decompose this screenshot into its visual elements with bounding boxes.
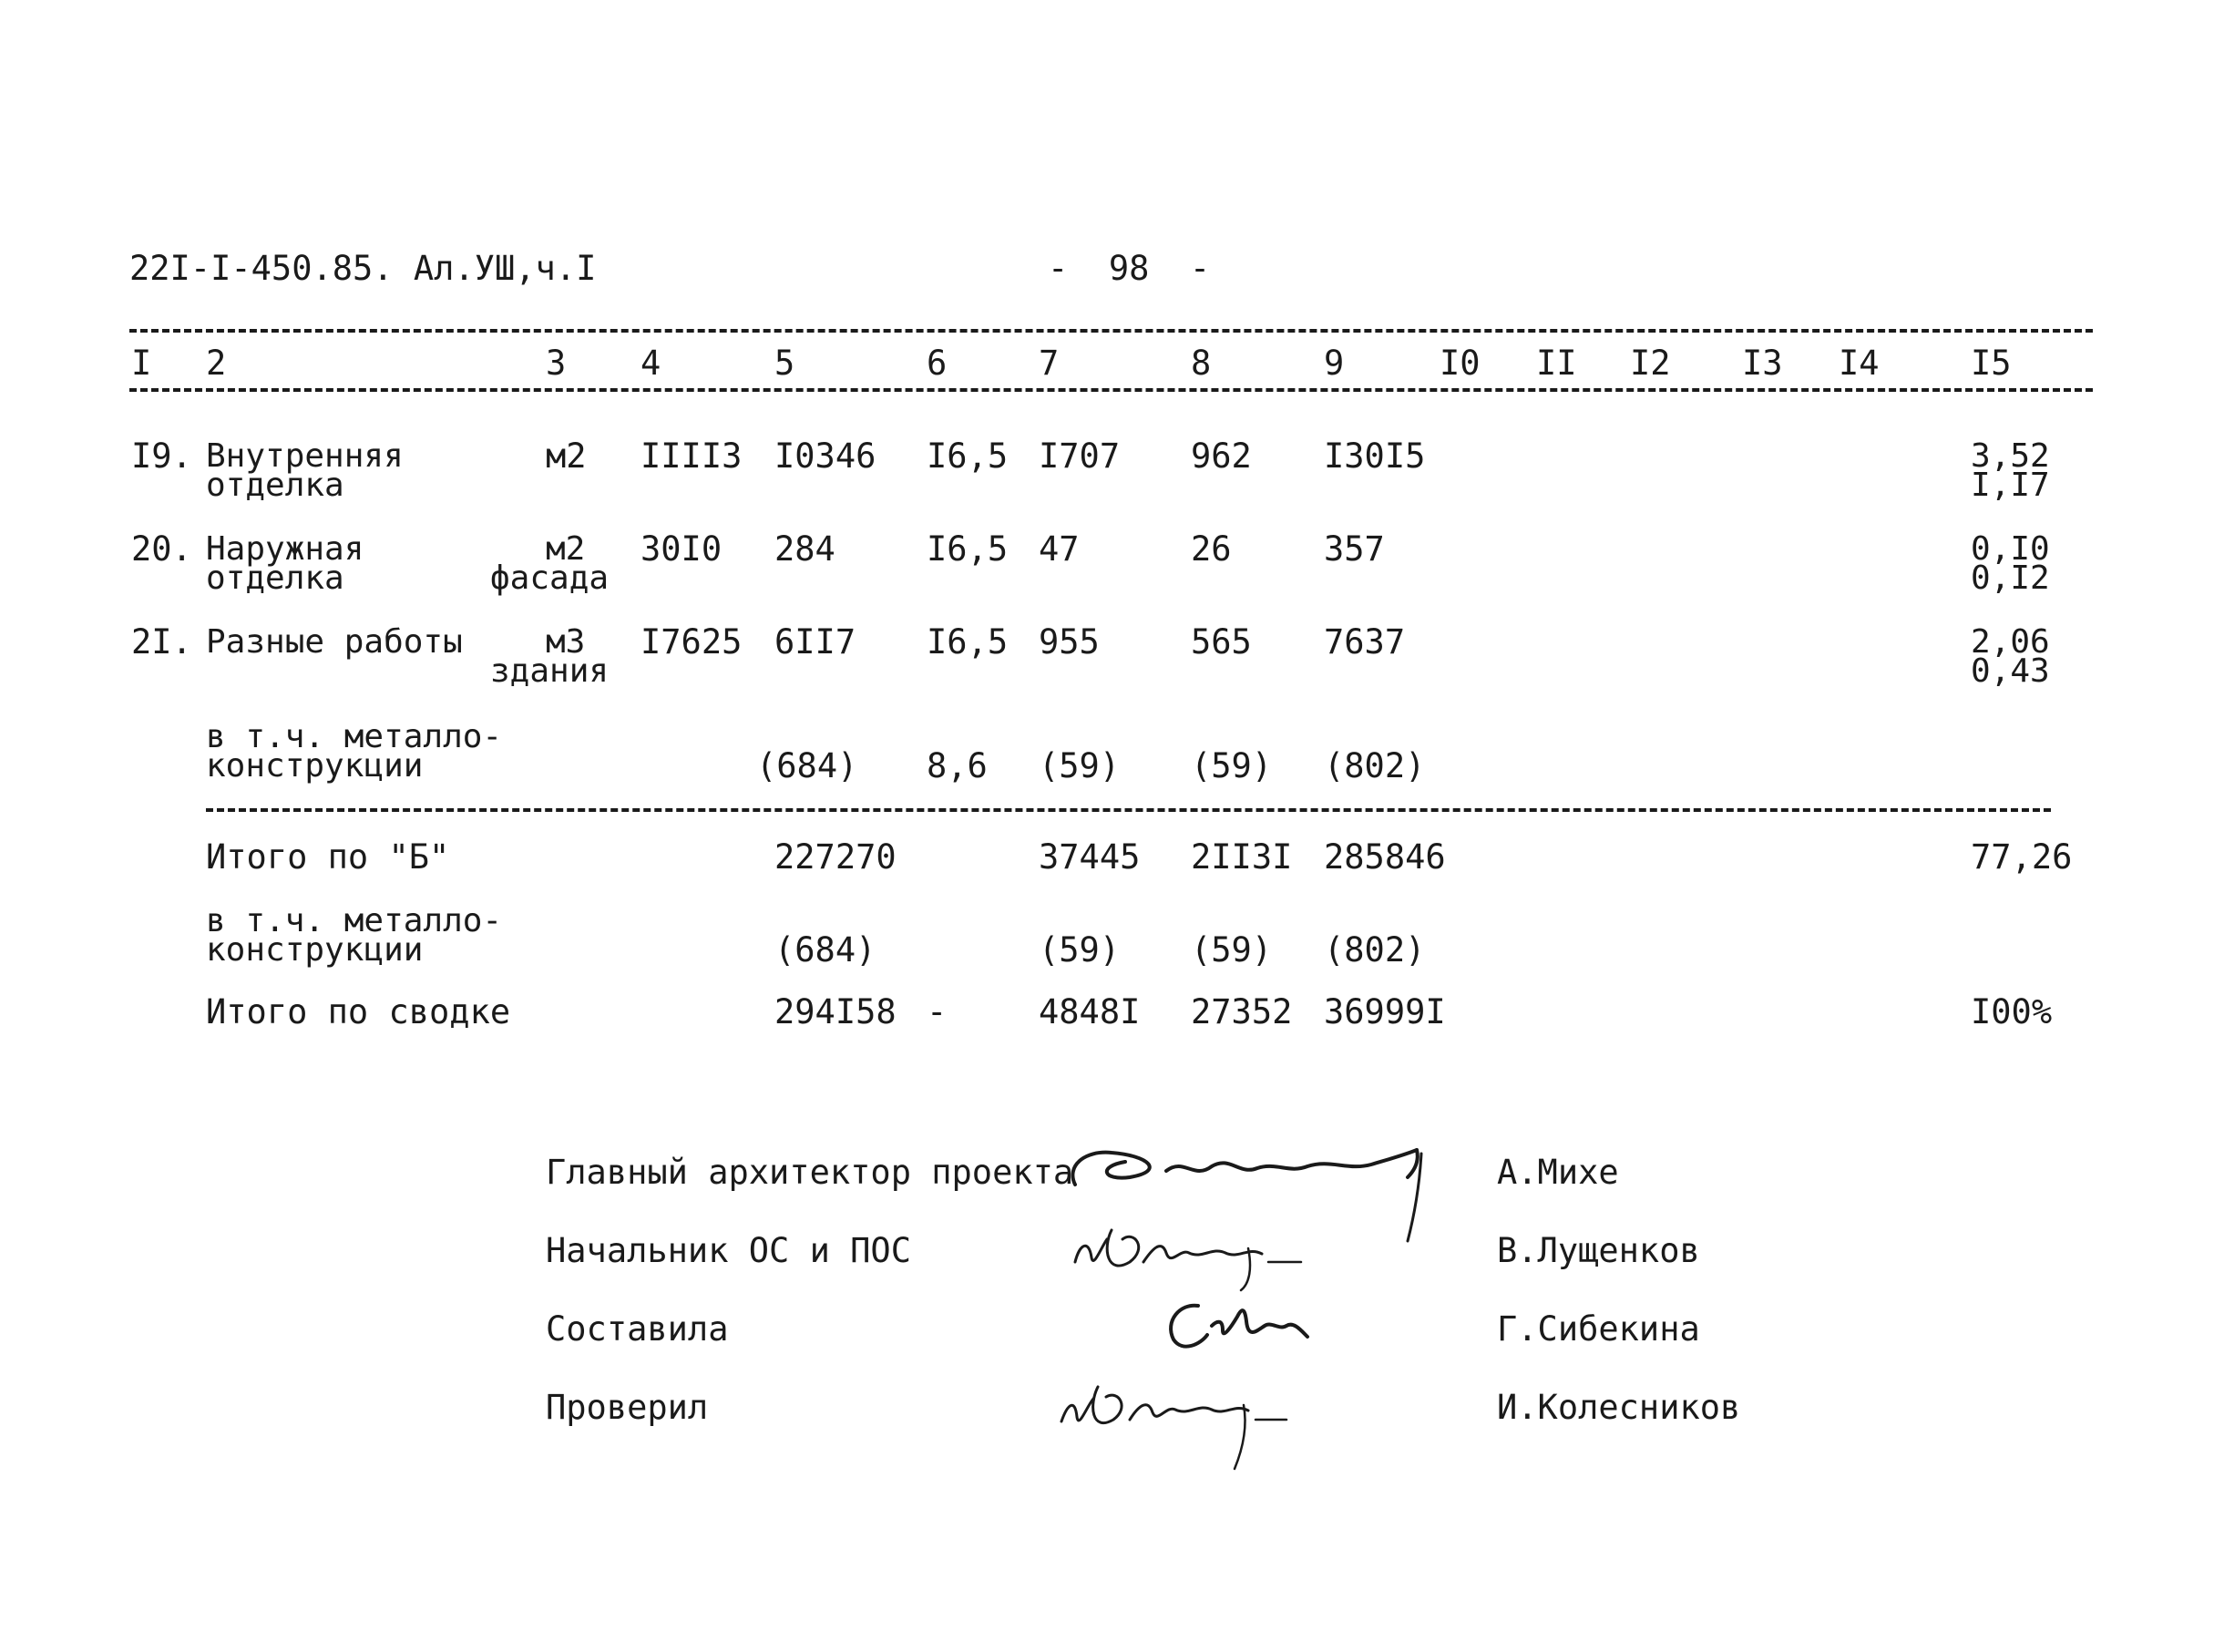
row-name-line1: в т.ч. металло- xyxy=(206,718,503,755)
row-unit: м3 xyxy=(546,623,586,661)
row-name-line2: конструкции xyxy=(206,931,424,969)
cell-col5: 294I58 xyxy=(774,992,897,1031)
signature-role: Главный архитектор проекта xyxy=(546,1153,1074,1192)
cell-col9: (802) xyxy=(1324,746,1426,785)
row-name-line2: конструкции xyxy=(206,747,424,785)
row-unit-qualifier: здания xyxy=(490,652,610,690)
row-name-line2: отделка xyxy=(206,559,344,597)
cell-col5: (684) xyxy=(774,930,876,970)
cell-col8: 565 xyxy=(1191,622,1252,662)
cell-col8: (59) xyxy=(1191,746,1273,785)
col-header-9: 9 xyxy=(1324,344,1345,383)
cell-col9: 7637 xyxy=(1324,622,1406,662)
col-header-3: 3 xyxy=(546,344,567,383)
row-name-line1: Внутренняя xyxy=(206,437,404,475)
row-name-line1: Наружная xyxy=(206,530,364,568)
signature-role: Составила xyxy=(546,1309,729,1349)
row-number: 20. xyxy=(131,529,192,569)
cell-col9: (802) xyxy=(1324,930,1426,970)
col-header-2: 2 xyxy=(206,344,227,383)
cell-col15: I00% xyxy=(1971,992,2053,1031)
row-number: 2I. xyxy=(131,622,192,662)
col-header-8: 8 xyxy=(1191,344,1212,383)
cell-col9: 36999I xyxy=(1324,992,1446,1031)
signature-compiler xyxy=(1157,1289,1321,1362)
cell-col6: I6,5 xyxy=(927,529,1009,569)
cell-col7: I707 xyxy=(1039,436,1121,476)
col-header-14: I4 xyxy=(1839,344,1880,383)
signature-checker xyxy=(1048,1367,1321,1476)
cell-col7: 47 xyxy=(1039,529,1080,569)
cell-col4: 30I0 xyxy=(641,529,723,569)
grand-total-label: Итого по сводке xyxy=(206,992,511,1031)
col-header-7: 7 xyxy=(1039,344,1060,383)
row-number: I9. xyxy=(131,436,192,476)
cell-col8: 2II3I xyxy=(1191,837,1293,877)
signatory-name: Г.Сибекина xyxy=(1497,1309,1700,1349)
col-header-12: I2 xyxy=(1630,344,1671,383)
cell-col8: 26 xyxy=(1191,529,1232,569)
total-b-label: Итого по "Б" xyxy=(206,837,450,877)
cell-col5: (684) xyxy=(756,746,858,785)
cell-col6: I6,5 xyxy=(927,622,1009,662)
cell-col5: 6II7 xyxy=(774,622,856,662)
col-header-6: 6 xyxy=(927,344,948,383)
col-header-15: I5 xyxy=(1971,344,2012,383)
row-name-line1: Разные работы xyxy=(206,623,463,661)
cell-col7: (59) xyxy=(1039,930,1121,970)
col-header-4: 4 xyxy=(641,344,661,383)
cell-col6: 8,6 xyxy=(927,746,988,785)
cell-col7: 955 xyxy=(1039,622,1100,662)
cell-col7: 4848I xyxy=(1039,992,1141,1031)
cell-col6: - xyxy=(927,992,948,1031)
cell-col9: 285846 xyxy=(1324,837,1446,877)
col-header-11: II xyxy=(1536,344,1577,383)
cell-col9: I30I5 xyxy=(1324,436,1426,476)
cell-col15-top: 2,06 xyxy=(1971,623,2050,661)
cell-col4: I7625 xyxy=(641,622,743,662)
col-header-10: I0 xyxy=(1440,344,1481,383)
cell-col7: (59) xyxy=(1039,746,1121,785)
cell-col8: 962 xyxy=(1191,436,1252,476)
cell-col15: 77,26 xyxy=(1971,837,2073,877)
row-unit: м2 xyxy=(546,436,587,476)
col-header-5: 5 xyxy=(774,344,795,383)
row-name-line1: в т.ч. металло- xyxy=(206,902,503,939)
cell-col15-top: 3,52 xyxy=(1971,437,2050,475)
cell-col15-bottom: 0,I2 xyxy=(1971,559,2050,597)
signatory-name: В.Лущенков xyxy=(1497,1231,1700,1270)
col-header-1: I xyxy=(131,344,152,383)
page-number: - 98 - xyxy=(1048,249,1211,288)
col-header-13: I3 xyxy=(1742,344,1783,383)
cell-col9: 357 xyxy=(1324,529,1385,569)
signature-head-os-pos xyxy=(1066,1212,1321,1294)
signature-role: Начальник ОС и ПОС xyxy=(546,1231,911,1270)
cell-col7: 37445 xyxy=(1039,837,1141,877)
row-unit: м2 xyxy=(546,530,586,568)
document-code: 22I-I-450.85. Ал.УШ,ч.I xyxy=(129,249,597,288)
cell-col15-top: 0,I0 xyxy=(1971,530,2050,568)
header-top-rule xyxy=(129,329,2093,333)
cell-col8: (59) xyxy=(1191,930,1273,970)
cell-col15-bottom: 0,43 xyxy=(1971,652,2050,690)
cell-col5: 284 xyxy=(774,529,835,569)
signatory-name: И.Колесников xyxy=(1497,1388,1741,1427)
signatory-name: А.Михе xyxy=(1497,1153,1619,1192)
signature-role: Проверил xyxy=(546,1388,709,1427)
row-unit-qualifier: фасада xyxy=(490,559,610,597)
cell-col5: 227270 xyxy=(774,837,897,877)
subtotal-rule xyxy=(206,808,2051,812)
cell-col8: 27352 xyxy=(1191,992,1293,1031)
cell-col5: I0346 xyxy=(774,436,876,476)
header-bottom-rule xyxy=(129,388,2093,392)
cell-col4: IIII3 xyxy=(641,436,743,476)
row-name-line2: отделка xyxy=(206,467,344,504)
cell-col15-bottom: I,I7 xyxy=(1971,467,2050,504)
cell-col6: I6,5 xyxy=(927,436,1009,476)
